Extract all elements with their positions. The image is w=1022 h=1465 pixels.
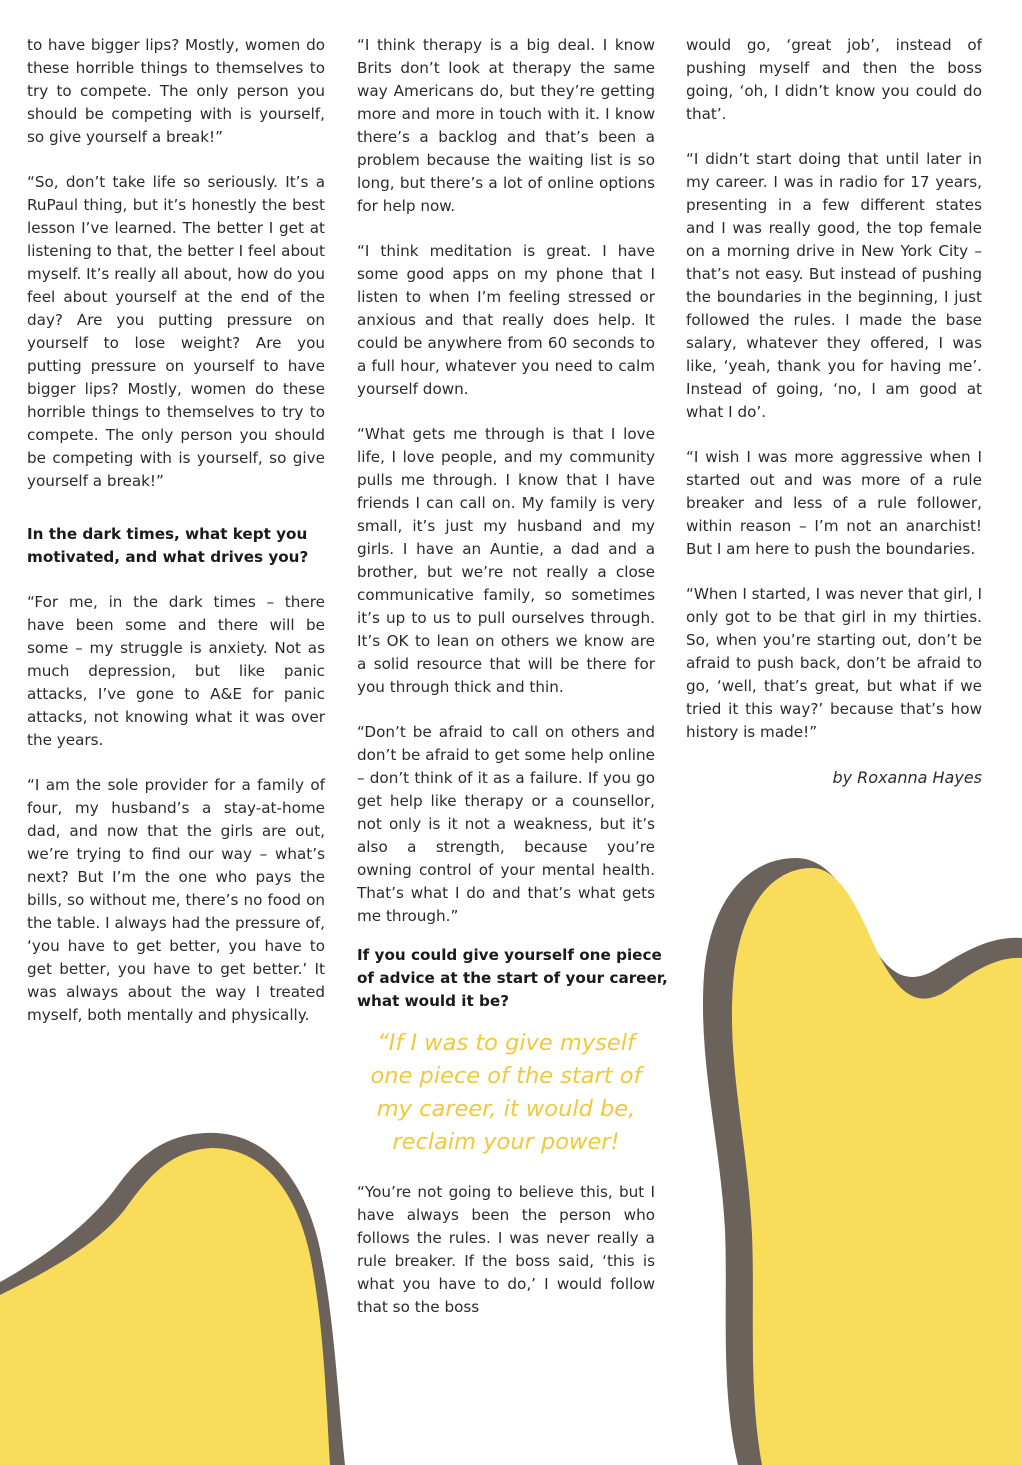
col3-paragraph-4: “When I started, I was never that girl, I only got to be that girl in my thirties. So, when you’re starting out, don’t be afraid to push back, don’t be afraid to go, ‘well, that’s great, but what if we tried it this way?’ because that’s how history is made!” [686,585,982,741]
pull-quote: “If I was to give myself one piece of the start of my career, it would be, reclaim your power! [370,1030,642,1155]
col3-paragraph-2: “I didn’t start doing that until later in my career. I was in radio for 17 years, presenting in a few different states and I was really good, the top female on a morning drive in New York City – that’s not easy. But instead of pushing the boundaries in the beginning, I just followed the rules. I made the base salary, whatever they offered, I was like, ‘yeah, thank you for having me’. Instead of going, ‘no, I am good at what I do’. [686,150,982,421]
col1-paragraph-1: to have bigger lips? Mostly, women do these horrible things to themselves to try to compete. The only person you should be competing with is yourself, so give yourself a break!” [27,36,325,146]
interview-question-1: In the dark times, what kept you motivated, and what drives you? [27,525,309,566]
col3-paragraph-3: “I wish I was more aggressive when I started out and was more of a rule breaker and less of a rule follower, within reason – I’m not an anarchist! But I am here to push the boundaries. [686,448,982,558]
col1-paragraph-3: “For me, in the dark times – there have been some and there will be some – my struggle is anxiety. Not as much depression, but like panic attacks, I’ve gone to A&E for panic attacks, not knowing what it was over the years. [27,593,325,749]
column-3 [686,34,982,811]
interview-question-2: If you could give yourself one piece of advice at the start of your career, what would it be? [357,946,668,1010]
col1-paragraph-4: “I am the sole provider for a family of four, my husband’s a stay-at-home dad, and now that the girls are out, we’re trying to find our way – what’s next? But I’m the one who pays the bills, so without me, there’s no food on the table. I always had the pressure of, ‘you have to get better, you have to get better, you have to get better.’ It was always about the way I treated myself, both mentally and physically. [27,776,325,1024]
left-blob-yellow [0,1148,330,1465]
col1-paragraph-2: “So, don’t take life so seriously. It’s a RuPaul thing, but it’s honestly the best lesson I’ve learned. The better I get at listening to that, the better I feel about myself. It’s really all about, how do you feel about yourself at the end of the day? Are you putting pressure on yourself to lose weight? Are you putting pressure on yourself to have bigger lips? Mostly, women do these horrible things to themselves to try to compete. The only person you should be competing with is yourself, so give yourself a break!” [27,173,325,490]
col3-paragraph-1: would go, ‘great job’, instead of pushing myself and then the boss going, ‘oh, I didn’t know you could do that’. [686,36,982,123]
column-1 [27,34,325,1049]
col2-paragraph-4: “Don’t be afraid to call on others and don’t be afraid to get some help online – don’t think of it as a failure. If you go get help like therapy or a counsellor, not only is it not a weakness, but it’s also a strength, because you’re owning control of your mental health. That’s what I do and that’s what gets me through.” [357,723,655,925]
column-2 [357,34,668,1341]
col2-paragraph-5: “You’re not going to believe this, but I have always been the person who follows the rules. I was never really a rule breaker. If the boss said, ‘this is what you have to do,’ I would follow that so the boss [357,1183,655,1316]
col2-paragraph-3: “What gets me through is that I love life, I love people, and my community pulls me through. I know that I have friends I can call on. My family is very small, it’s just my husband and my girls. I have an Auntie, a dad and a brother, but we’re not really a close communicative family, so sometimes it’s up to us to pull ourselves through. It’s OK to lean on others we know are a solid resource that will be there for you through thick and thin. [357,425,655,696]
author-byline: by Roxanna Hayes [832,768,982,787]
col2-paragraph-2: “I think meditation is great. I have some good apps on my phone that I listen to when I’m feeling stressed or anxious and that really does help. It could be anywhere from 60 seconds to a full hour, whatever you need to calm yourself down. [357,242,655,398]
col2-paragraph-1: “I think therapy is a big deal. I know Brits don’t look at therapy the same way Americans do, but they’re getting more and more in touch with it. I know there’s a backlog and that’s been a problem because the waiting list is so long, but there’s a lot of online options for help now. [357,36,655,215]
